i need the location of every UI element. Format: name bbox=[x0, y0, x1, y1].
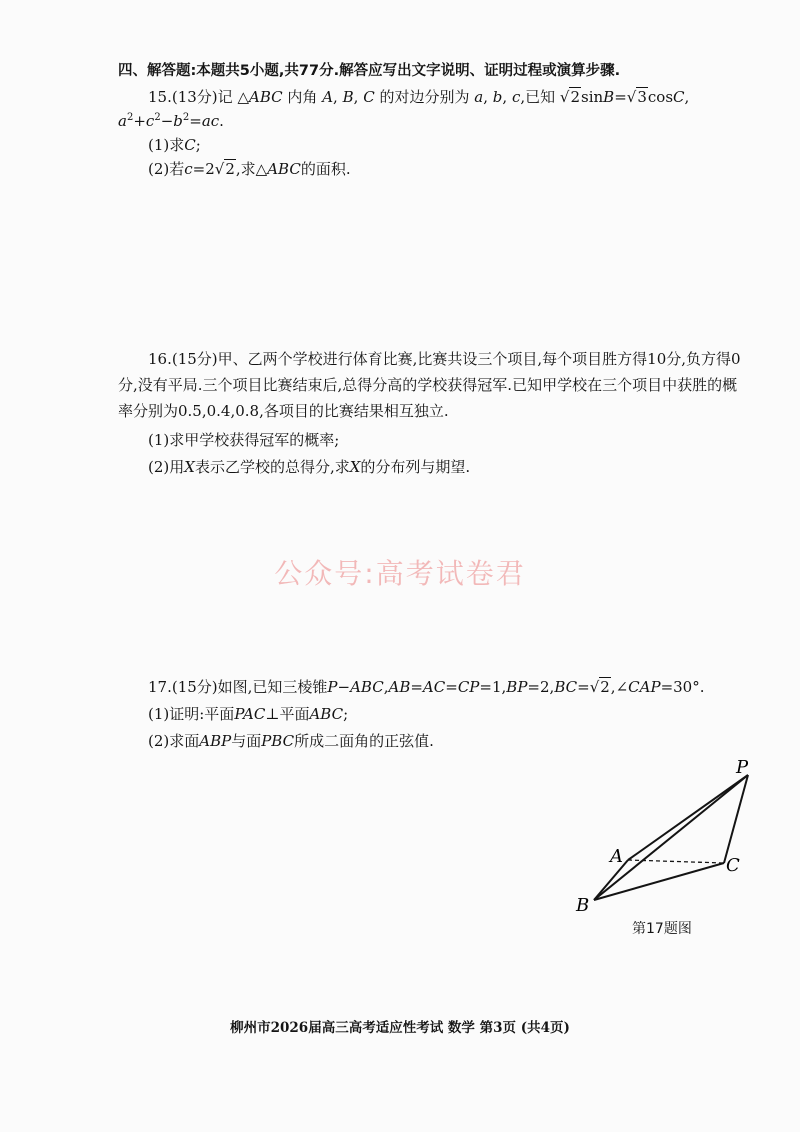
edge-BC bbox=[594, 863, 724, 900]
var-B: B bbox=[603, 88, 615, 106]
equals: =2 bbox=[527, 678, 550, 696]
var-B: B bbox=[342, 88, 354, 106]
q16-part1: (1)求甲学校获得冠军的概率; bbox=[148, 431, 340, 449]
radicand: 2 bbox=[225, 160, 235, 178]
part-label: (1)证明:平面 bbox=[148, 705, 235, 723]
part-label: (2)求面 bbox=[148, 732, 200, 750]
q17-part1 bbox=[148, 703, 348, 725]
var-ABP: ABP bbox=[199, 732, 232, 750]
exponent: 2 bbox=[154, 112, 161, 123]
var-BP: BP bbox=[506, 678, 528, 696]
part-label: (2)用 bbox=[148, 458, 185, 476]
var-X: X bbox=[184, 458, 195, 476]
q15-part1 bbox=[148, 134, 201, 156]
equals: = bbox=[445, 678, 458, 696]
var-PBC: PBC bbox=[261, 732, 295, 750]
q16-line3: 率分别为0.5,0.4,0.8,各项目的比赛结果相互独立. bbox=[118, 402, 449, 420]
period: . bbox=[219, 112, 224, 130]
page-footer: 柳州市2026届高三高考适应性考试 数学 第3页 (共4页) bbox=[230, 1020, 570, 1036]
radicand: 2 bbox=[600, 678, 610, 696]
sep: , bbox=[684, 88, 690, 106]
sep: , bbox=[383, 678, 389, 696]
var-b: b bbox=[173, 112, 183, 130]
sqrt-2: √2 bbox=[589, 678, 610, 696]
q17-head: 17.(15分)如图,已知三棱锥 bbox=[148, 678, 328, 696]
q16-part2 bbox=[148, 456, 470, 478]
equals: = bbox=[189, 112, 202, 130]
equals: = bbox=[577, 678, 590, 696]
sqrt-3: √3 bbox=[626, 88, 647, 106]
var-BC: BC bbox=[554, 678, 578, 696]
label-A: A bbox=[610, 846, 623, 867]
var-C: C bbox=[184, 136, 196, 154]
var-CAP: CAP bbox=[628, 678, 661, 696]
q16-text: 表示乙学校的总得分,求 bbox=[194, 458, 350, 476]
sqrt-2: √2 bbox=[214, 160, 235, 178]
var-C: C bbox=[363, 88, 375, 106]
edge-CP bbox=[724, 775, 748, 863]
var-PAC: PAC bbox=[234, 705, 266, 723]
edge-AP bbox=[628, 775, 748, 860]
q15-abc: ABC bbox=[267, 160, 301, 178]
var-ac: ac bbox=[201, 112, 220, 130]
q15-text: ,求 bbox=[235, 160, 256, 178]
edge-BP bbox=[594, 775, 748, 900]
q16-line1: 16.(15分)甲、乙两个学校进行体育比赛,比赛共设三个项目,每个项目胜方得10分,负方得0 bbox=[148, 350, 741, 368]
q17-text: 所成二面角的正弦值. bbox=[294, 732, 434, 750]
var-X: X bbox=[349, 458, 361, 476]
plus: + bbox=[133, 112, 146, 130]
var-CP: CP bbox=[457, 678, 480, 696]
sep: ; bbox=[195, 136, 201, 154]
q15-text: 的面积. bbox=[300, 160, 351, 178]
sep: , bbox=[610, 678, 616, 696]
sep: , bbox=[353, 88, 359, 106]
period: . bbox=[699, 678, 705, 696]
var-ABC: ABC bbox=[309, 705, 344, 723]
radicand: 3 bbox=[637, 88, 647, 106]
equals: =1 bbox=[479, 678, 502, 696]
q16-text: 的分布列与期望. bbox=[360, 458, 471, 476]
label-P: P bbox=[736, 757, 749, 778]
q15-abc: ABC bbox=[248, 88, 283, 106]
var-c: c bbox=[145, 112, 155, 130]
sep: ; bbox=[343, 705, 349, 723]
var-AC: AC bbox=[422, 678, 446, 696]
watermark: 公众号:高考试卷君 bbox=[274, 557, 526, 590]
sep: , bbox=[502, 88, 508, 106]
label-B: B bbox=[576, 895, 590, 915]
sin: sin bbox=[581, 88, 604, 106]
q15-part2 bbox=[148, 158, 351, 180]
q17-part2 bbox=[148, 730, 434, 752]
var-c: c bbox=[184, 160, 193, 178]
q15-text: ,已知 bbox=[520, 88, 556, 106]
q15-line1 bbox=[148, 86, 689, 108]
var-a: a bbox=[118, 112, 127, 130]
var-A: A bbox=[322, 88, 334, 106]
var-AB: AB bbox=[388, 678, 411, 696]
cos: cos bbox=[647, 88, 674, 106]
q15-text: 内角 bbox=[287, 88, 318, 106]
var-c: c bbox=[511, 88, 521, 106]
triangle-symbol: △ bbox=[255, 160, 268, 178]
figure-caption: 第17题图 bbox=[632, 921, 692, 937]
equals: =2 bbox=[192, 160, 215, 178]
exponent: 2 bbox=[126, 112, 134, 123]
label-C: C bbox=[726, 855, 740, 876]
sep: , bbox=[549, 678, 555, 696]
equals: = bbox=[614, 88, 627, 106]
tetrahedron-figure bbox=[560, 755, 770, 915]
q15-head: 15.(13分)记 bbox=[148, 88, 233, 106]
equals: =30° bbox=[660, 678, 700, 696]
var-C: C bbox=[673, 88, 685, 106]
var-PABC: P−ABC bbox=[327, 678, 384, 696]
perp-text: ⊥平面 bbox=[265, 705, 310, 723]
part-label: (2)若 bbox=[148, 160, 185, 178]
triangle-symbol: △ bbox=[237, 88, 249, 106]
equals: = bbox=[410, 678, 423, 696]
sqrt-2: √2 bbox=[559, 88, 581, 106]
section-title: 四、解答题:本题共5小题,共77分.解答应写出文字说明、证明过程或演算步骤. bbox=[118, 63, 621, 79]
sep: , bbox=[501, 678, 507, 696]
sep: , bbox=[333, 88, 338, 106]
var-a: a bbox=[474, 88, 484, 106]
minus: − bbox=[160, 112, 174, 130]
q15-line2 bbox=[118, 110, 224, 132]
radicand: 2 bbox=[570, 88, 581, 106]
angle-symbol: ∠ bbox=[615, 678, 629, 696]
var-b: b bbox=[492, 88, 503, 106]
sep: , bbox=[483, 88, 488, 106]
q17-text: 与面 bbox=[231, 732, 262, 750]
q17-line1 bbox=[148, 676, 705, 698]
q16-line2: 分,没有平局.三个项目比赛结束后,总得分高的学校获得冠军.已知甲学校在三个项目中获胜的概 bbox=[118, 376, 738, 394]
q15-text: 的对边分别为 bbox=[379, 88, 470, 106]
part-label: (1)求 bbox=[148, 136, 185, 154]
exponent: 2 bbox=[182, 112, 190, 123]
